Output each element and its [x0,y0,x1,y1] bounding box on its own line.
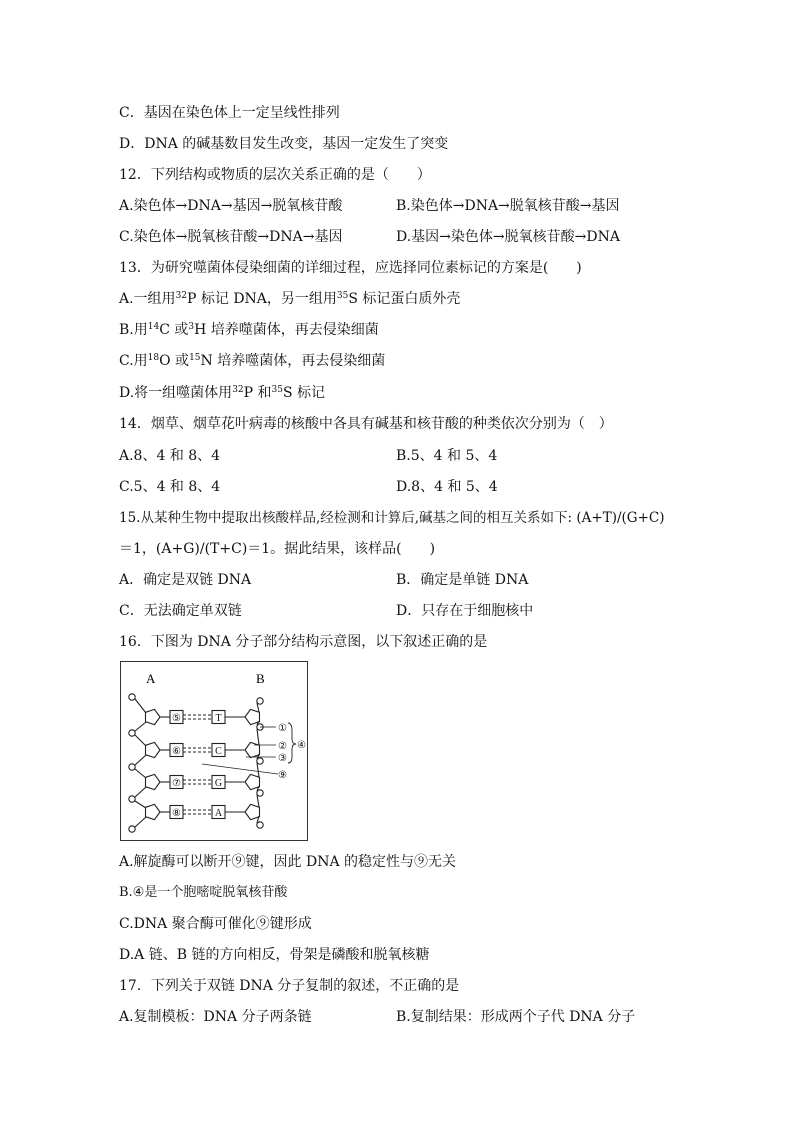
callout-label: ② [278,741,287,752]
right-base-label: T [215,713,222,724]
q13-option-b: B.用$^{14}$C 或$^3$H 培养噬菌体，再去侵染细菌 [119,322,379,338]
q13-stem: 13．为研究噬菌体侵染细菌的详细过程，应选择同位素标记的方案是( ) [119,260,582,276]
q15-stem-line2: ＝1，(A+G)/(T+C)＝1。据此结果，该样品( ) [119,541,436,557]
q16-option-d: D.A 链、B 链的方向相反，骨架是磷酸和脱氧核糖 [119,947,430,963]
right-phosphate [257,698,263,704]
q11-option-d: D．DNA 的碱基数目发生改变，基因一定发生了突变 [119,136,449,152]
q11-option-c: C．基因在染色体上一定呈线性排列 [119,105,340,121]
right-base-label: A [214,808,223,819]
q14-option-d: D.8、4 和 5、4 [396,479,498,495]
q13-option-c: C.用$^{18}$O 或$^{15}$N 培养噬菌体，再去侵染细菌 [119,353,386,369]
q17-option-b: B.复制结果：形成两个子代 DNA 分子 [396,1009,636,1025]
strand-b-label: B [256,671,265,686]
right-phosphate [257,822,263,828]
brace-label: ④ [297,740,306,751]
q17-option-a: A.复制模板：DNA 分子两条链 [119,1009,312,1025]
q12-option-c: C.染色体→脱氧核苷酸→DNA→基因 [119,229,343,245]
q12-stem: 12．下列结构或物质的层次关系正确的是（ ） [119,167,431,183]
q17-stem: 17．下列关于双链 DNA 分子复制的叙述，不正确的是 [119,978,460,994]
q16-option-b: B.④是一个胞嘧啶脱氧核苷酸 [119,885,288,900]
q13-option-a: A.一组用$^{32}$P 标记 DNA，另一组用$^{35}$S 标记蛋白质外壳 [119,291,461,307]
callout-label: ③ [278,753,287,764]
q15-option-b: B．确定是单链 DNA [396,572,529,588]
strand-a-label: A [146,671,156,686]
right-phosphate [257,790,263,796]
q15-option-a: A．确定是双链 DNA [119,572,252,588]
q16-stem: 16．下图为 DNA 分子部分结构示意图，以下叙述正确的是 [119,634,488,650]
callout-label: ⑨ [278,770,287,781]
callout-label: ① [278,723,287,734]
right-phosphate [257,758,263,764]
q15-option-c: C．无法确定单双链 [119,603,242,619]
left-phosphate [129,796,135,802]
q16-option-c: C.DNA 聚合酶可催化⑨键形成 [119,916,312,932]
q12-option-b: B.染色体→DNA→脱氧核苷酸→基因 [396,198,620,214]
q15-option-d: D．只存在于细胞核中 [396,603,534,619]
q14-option-c: C.5、4 和 8、4 [119,479,221,495]
left-phosphate [129,826,135,832]
left-base-label: ⑤ [172,713,181,724]
q13-option-d: D.将一组噬菌体用$^{32}$P 和$^{35}$S 标记 [119,385,326,401]
q14-stem: 14．烟草、烟草花叶病毒的核酸中各具有碱基和核苷酸的种类依次分别为（ ） [119,416,613,432]
dna-structure-figure [120,661,308,841]
right-base-label: G [214,778,223,789]
q14-option-a: A.8、4 和 8、4 [119,448,221,464]
left-base-label: ⑥ [172,746,181,757]
q12-option-d: D.基因→染色体→脱氧核苷酸→DNA [396,229,620,245]
left-base-label: ⑦ [172,778,181,789]
right-base-label: C [215,746,222,757]
q16-option-a: A.解旋酶可以断开⑨键，因此 DNA 的稳定性与⑨无关 [119,854,457,870]
q15-stem-line1: 15.从某种生物中提取出核酸样品,经检测和计算后,碱基之间的相互关系如下: (A+T)/(G+C) [119,510,665,526]
left-phosphate [129,730,135,736]
left-base-label: ⑧ [172,808,181,819]
left-phosphate [129,694,135,700]
left-phosphate [129,764,135,770]
q12-option-a: A.染色体→DNA→基因→脱氧核苷酸 [119,198,343,214]
q14-option-b: B.5、4 和 5、4 [396,448,498,464]
